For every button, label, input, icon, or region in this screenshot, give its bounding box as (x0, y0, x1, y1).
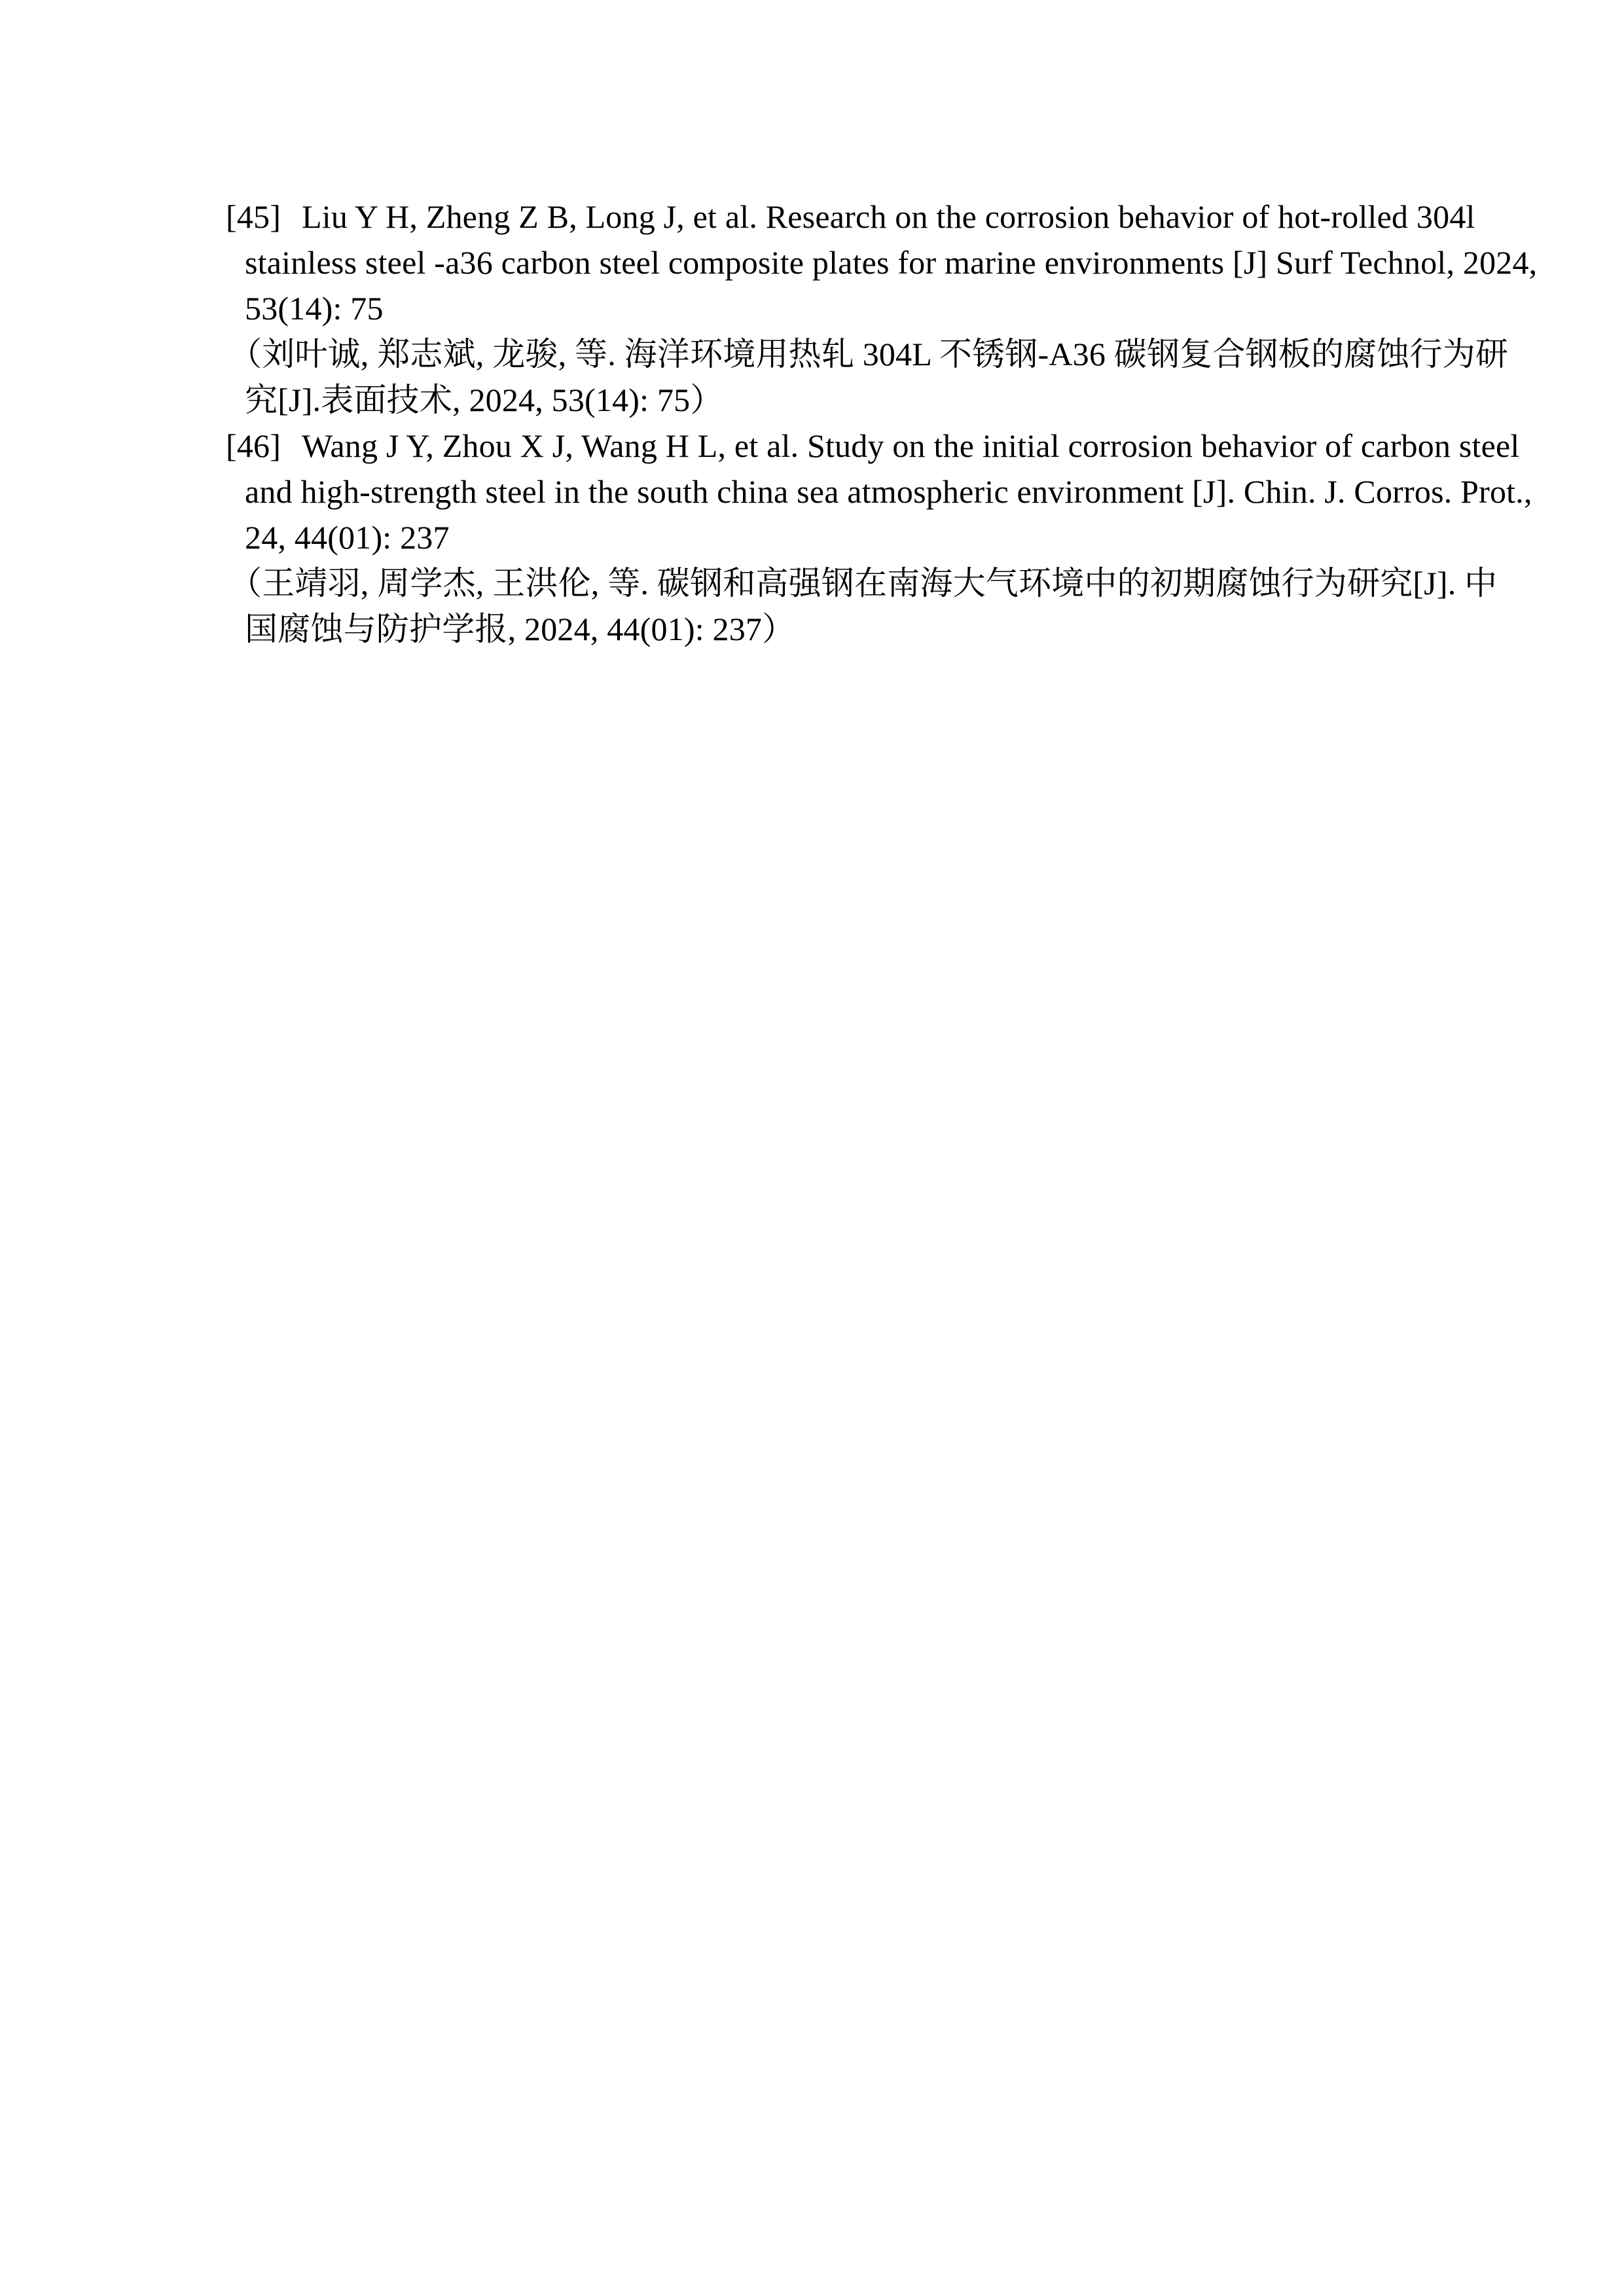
reference-entry (0, 194, 1624, 423)
reference-line: and high-strength steel in the south china sea atmospheric environment [J]. Chin. J. Corros. Prot., (245, 473, 1532, 510)
reference-line (0, 423, 1624, 469)
reference-line: 国腐蚀与防护学报, 2024, 44(01): 237） (245, 611, 795, 647)
reference-line: stainless steel -a36 carbon steel composite plates for marine environments [J] Surf Technol, 2024, (245, 244, 1538, 281)
reference-line: 究[J].表面技术, 2024, 53(14): 75） (245, 382, 723, 418)
reference-text: Wang J Y, Zhou X J, Wang H L, et al. Study on the initial corrosion behavior of carbon steel (302, 427, 1520, 464)
reference-text: Liu Y H, Zheng Z B, Long J, et al. Research on the corrosion behavior of hot-rolled 304l (302, 198, 1475, 235)
reference-line: （王靖羽, 周学杰, 王洪伦, 等. 碳钢和高强钢在南海大气环境中的初期腐蚀行为研究[J]. 中 (229, 565, 1498, 601)
reference-number: [45] (226, 198, 281, 235)
reference-line: 24, 44(01): 237 (245, 519, 450, 556)
reference-entry (0, 423, 1624, 652)
references-list (0, 194, 1624, 652)
reference-line: 53(14): 75 (245, 290, 384, 327)
reference-line (0, 194, 1624, 240)
reference-line: （刘叶诚, 郑志斌, 龙骏, 等. 海洋环境用热轧 304L 不锈钢-A36 碳钢复合钢板的腐蚀行为研 (229, 336, 1509, 372)
reference-number: [46] (226, 427, 281, 464)
